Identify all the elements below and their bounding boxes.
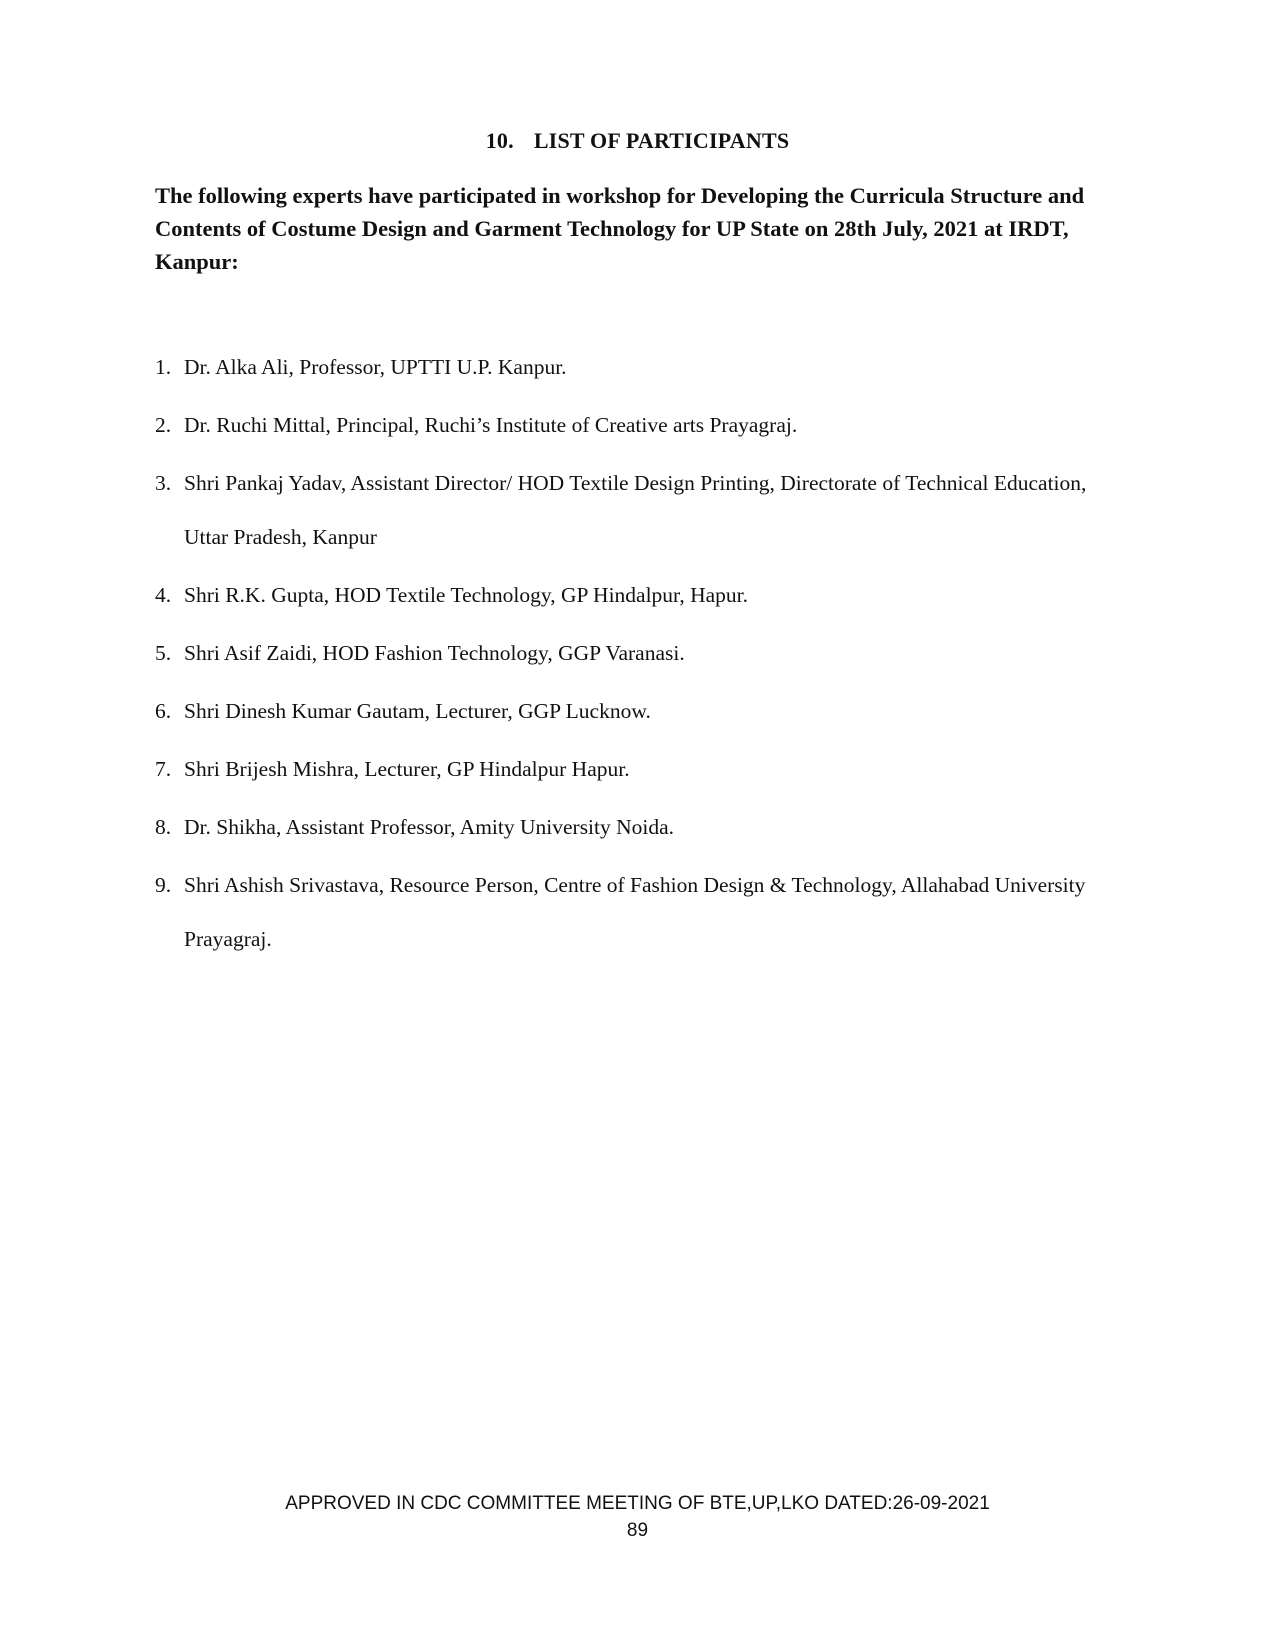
- page-footer: [0, 1490, 1275, 1544]
- list-item: [155, 742, 1105, 796]
- list-item-text: Dr. Alka Ali, Professor, UPTTI U.P. Kanpur.: [184, 355, 567, 379]
- list-item-text: Shri Asif Zaidi, HOD Fashion Technology, GGP Varanasi.: [184, 641, 685, 665]
- list-item-number: 1.: [155, 355, 172, 379]
- list-item-number: 3.: [155, 471, 172, 495]
- list-item-number: 7.: [155, 757, 172, 781]
- list-item: [155, 568, 1105, 622]
- list-item-number: 6.: [155, 699, 172, 723]
- section-heading: [0, 128, 1275, 154]
- list-item: [155, 858, 1105, 966]
- list-item-text: Shri Pankaj Yadav, Assistant Director/ HOD Textile Design Printing, Directorate of Technical Education, Uttar Pradesh, Kanpur: [184, 471, 1087, 549]
- list-item-number: 2.: [155, 413, 172, 437]
- list-item-number: 4.: [155, 583, 172, 607]
- list-item: [155, 340, 1105, 394]
- list-item: [155, 456, 1105, 564]
- approval-note: APPROVED IN CDC COMMITTEE MEETING OF BTE,UP,LKO DATED:26-09-2021: [285, 1493, 990, 1514]
- list-item-number: 8.: [155, 815, 172, 839]
- list-item-text: Shri R.K. Gupta, HOD Textile Technology, GP Hindalpur, Hapur.: [184, 583, 749, 607]
- section-number: 10.: [485, 128, 514, 153]
- list-item: [155, 626, 1105, 680]
- list-item: [155, 800, 1105, 854]
- section-title: LIST OF PARTICIPANTS: [533, 128, 790, 153]
- list-item: [155, 398, 1105, 452]
- list-item-text: Shri Ashish Srivastava, Resource Person, Centre of Fashion Design & Technology, Allahabad University Prayagraj.: [184, 873, 1086, 951]
- list-item-text: Dr. Shikha, Assistant Professor, Amity University Noida.: [184, 815, 675, 839]
- list-item-number: 5.: [155, 641, 172, 665]
- list-item-number: 9.: [155, 873, 172, 897]
- page-number: 89: [626, 1520, 649, 1541]
- list-item-text: Shri Dinesh Kumar Gautam, Lecturer, GGP Lucknow.: [184, 699, 651, 723]
- list-item-text: Shri Brijesh Mishra, Lecturer, GP Hindalpur Hapur.: [184, 757, 630, 781]
- intro-paragraph: The following experts have participated in workshop for Developing the Curricula Structure and Contents of Costume Design and Garment Technology for UP State on 28th July, 2021 at IRDT, Kanpur:: [155, 183, 1085, 274]
- participants-list: [155, 356, 1105, 966]
- list-item: [155, 684, 1105, 738]
- list-item-text: Dr. Ruchi Mittal, Principal, Ruchi’s Institute of Creative arts Prayagraj.: [184, 413, 798, 437]
